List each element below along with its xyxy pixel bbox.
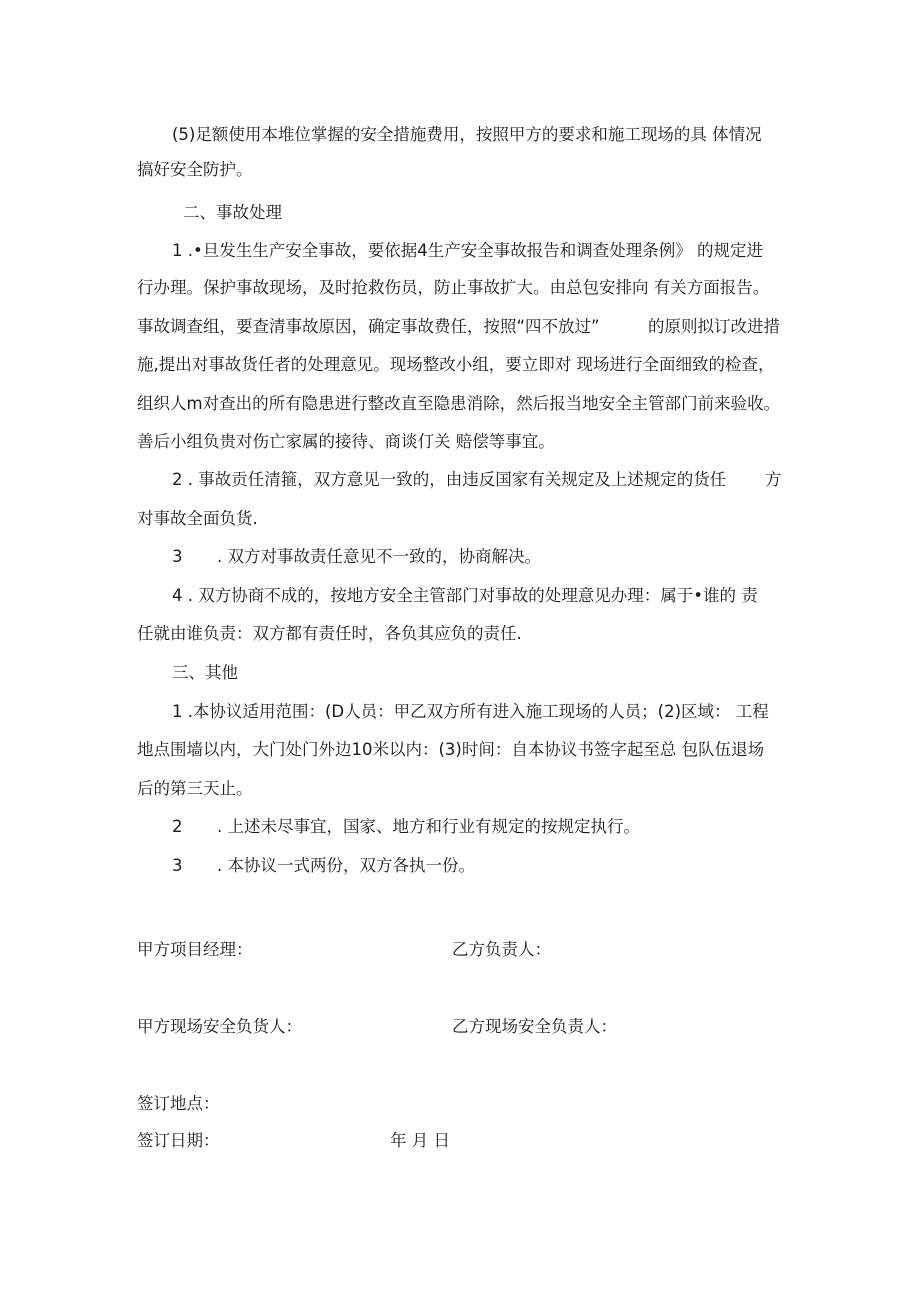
s3-item1-line2: 地点围墙以内，大门处门外边10米以内：(3)时间：自本协议书签字起至总 包队伍退场 [137,740,765,759]
s2-item3-number: 3 [172,547,183,566]
s2-item1-line3b: 的原则拟订改进措 [648,317,780,336]
para-item-5-line2: 搞好安全防护。 [137,160,253,179]
label-party-b-safety: 乙方现场安全负责人： [452,1017,617,1036]
label-sign-date: 签订日期： [137,1131,220,1150]
s3-item1-line1: 1 .本协议适用范围：(D人员：甲乙双方所有进入施工现场的人员；(2)区域： 工程 [172,702,769,721]
s2-item1-line4: 施,提出对事故货任者的处理意见。现场整改小组，要立即对 现场进行全面细致的检查， [137,355,775,374]
s3-item2-text: . 上述未尽事宜，国家、地方和行业有规定的按规定执行。 [217,817,640,836]
s2-item1-line3a: 事故调查组，要查清事故原因，确定事故费任，按照“四不放过” [137,317,600,336]
s2-item3-text: . 双方对事故责任意见不一致的，协商解决。 [217,547,541,566]
label-party-b-head: 乙方负责人： [452,940,551,959]
s3-item3-number: 3 [172,856,183,875]
label-party-a-safety: 甲方现场安全负货人： [137,1017,302,1036]
s2-item1-line1: 1 .•旦发生生产安全事故，要依据4生产安全事故报告和调查处理条例》 的规定进 [172,241,763,260]
label-sign-place: 签订地点： [137,1094,220,1113]
date-year-month-day: 年 月 日 [390,1131,450,1150]
s2-item2-line2: 对事故全面负货. [137,509,258,528]
s2-item2-line1a: 2 . 事故贡任清箍，双方意见一致的，由违反国家有关规定及上述规定的货任 [172,470,727,489]
s2-item1-line5: 组织人m对查出的所有隐患进行整改直至隐患消除，然后报当地安全主管部门前来验收。 [137,394,781,413]
para-item-5-line1: (5)足额使用本堆位掌握的安全措施费用，按照甲方的要求和施工现场的具 体情况 [172,125,762,144]
s3-item3-text: . 本协议一式两份，双方各执一份。 [217,856,475,875]
s3-item1-line3: 后的第三天止。 [137,779,253,798]
s3-item2-number: 2 [172,817,183,836]
s2-item4-line2: 任就由谁负责：双方都有责任时，各负其应负的责任. [137,624,522,643]
section-title-accident: 二、事故处理 [183,203,282,222]
label-party-a-manager: 甲方项目经理： [137,940,253,959]
s2-item1-line2: 行办理。保护事故现场，及时抢救伤员，防止事故扩大。由总包安排向 有关方面报告。 [137,278,770,297]
section-title-other: 三、其他 [172,663,238,682]
s2-item2-line1b: 方 [765,470,782,489]
s2-item4-line1: 4 . 双方协商不成的，按地方安全主管部门对事故的处理意见办理：属于•谁的 责 [172,586,758,605]
s2-item1-line6: 善后小组负贵对伤亡家属的接待、商谈仃关 赔偿等事宜。 [137,432,555,451]
